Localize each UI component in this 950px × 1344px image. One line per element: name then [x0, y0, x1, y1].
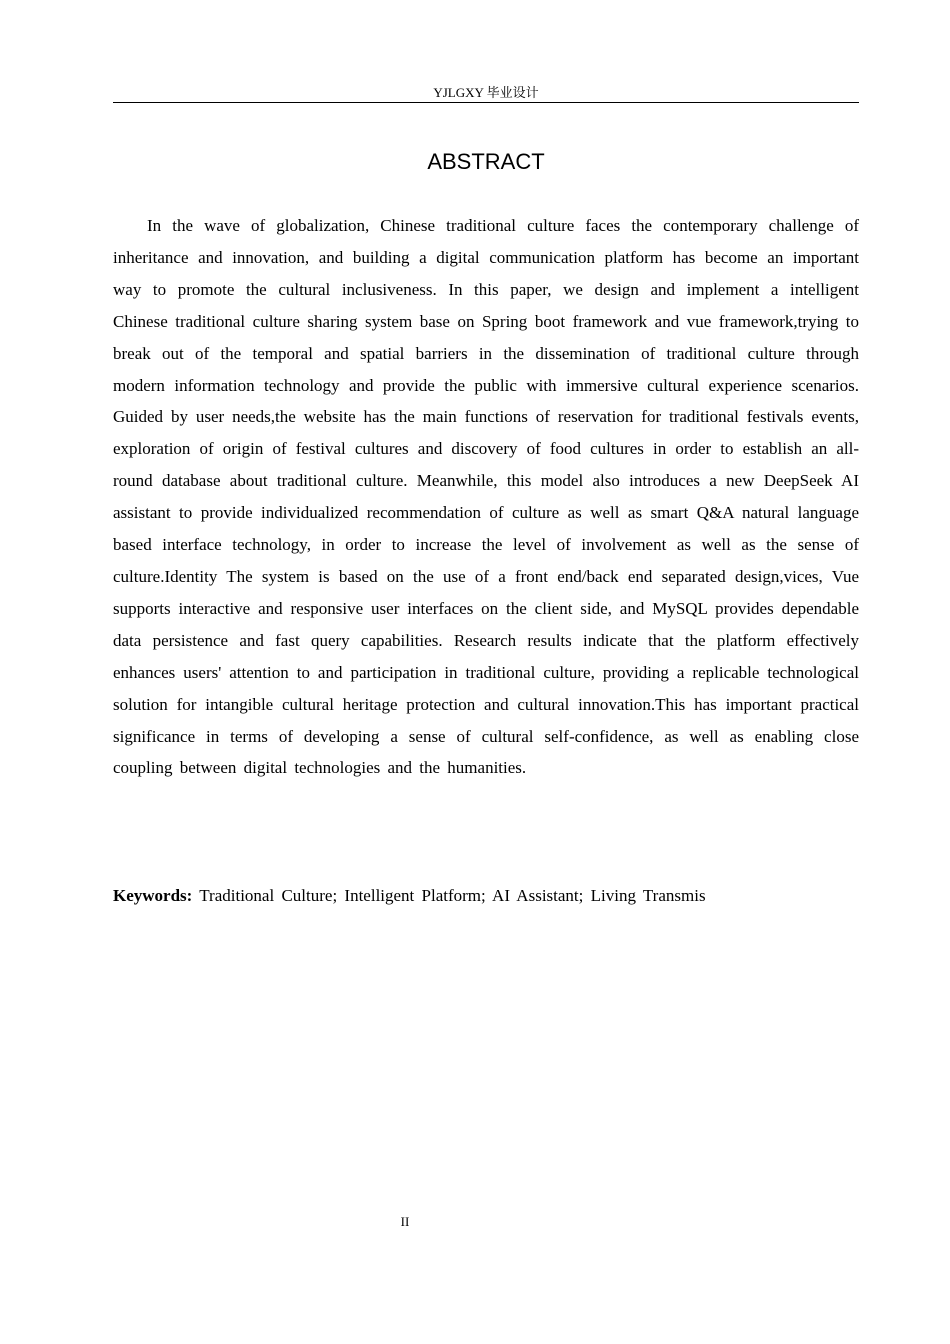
- abstract-body: In the wave of globalization, Chinese traditional culture faces the contemporary challenge of inheritance and innovation, and building a digital communication platform has become an important way to promote the cultural inclusiveness. In this paper, we design and implement a intelligent Chinese traditional culture sharing system base on Spring boot framework and vue framework,trying to break out of the temporal and spatial barriers in the dissemination of traditional culture through modern information technology and provide the public with immersive cultural experience scenarios. Guided by user needs,the website has the main functions of reservation for traditional festivals events, exploration of origin of festival cultures and discovery of food cultures in order to establish an all-round database about traditional culture. Meanwhile, this model also introduces a new DeepSeek AI assistant to provide individualized recommendation of culture as well as smart Q&A natural language based interface technology, in order to increase the level of involvement as well as the sense of culture.Identity The system is based on the use of a front end/back end separated design,vices, Vue supports interactive and responsive user interfaces on the client side, and MySQL provides dependable data persistence and fast query capabilities. Research results indicate that the platform effectively enhances users' attention to and participation in traditional culture, providing a replicable technological solution for intangible cultural heritage protection and cultural innovation.This has important practical significance in terms of developing a sense of cultural self-confidence, as well as enabling close coupling between digital technologies and the humanities.: [113, 216, 859, 778]
- abstract-title: ABSTRACT: [427, 149, 545, 174]
- keywords-label: Keywords:: [113, 886, 193, 905]
- page-number: II: [400, 1214, 410, 1229]
- keywords-text: Traditional Culture; Intelligent Platform; AI Assistant; Living Transmis: [192, 886, 706, 905]
- page-header: [113, 84, 859, 103]
- keywords-line: [113, 880, 859, 912]
- header-text: YJLGXY 毕业设计: [433, 85, 539, 100]
